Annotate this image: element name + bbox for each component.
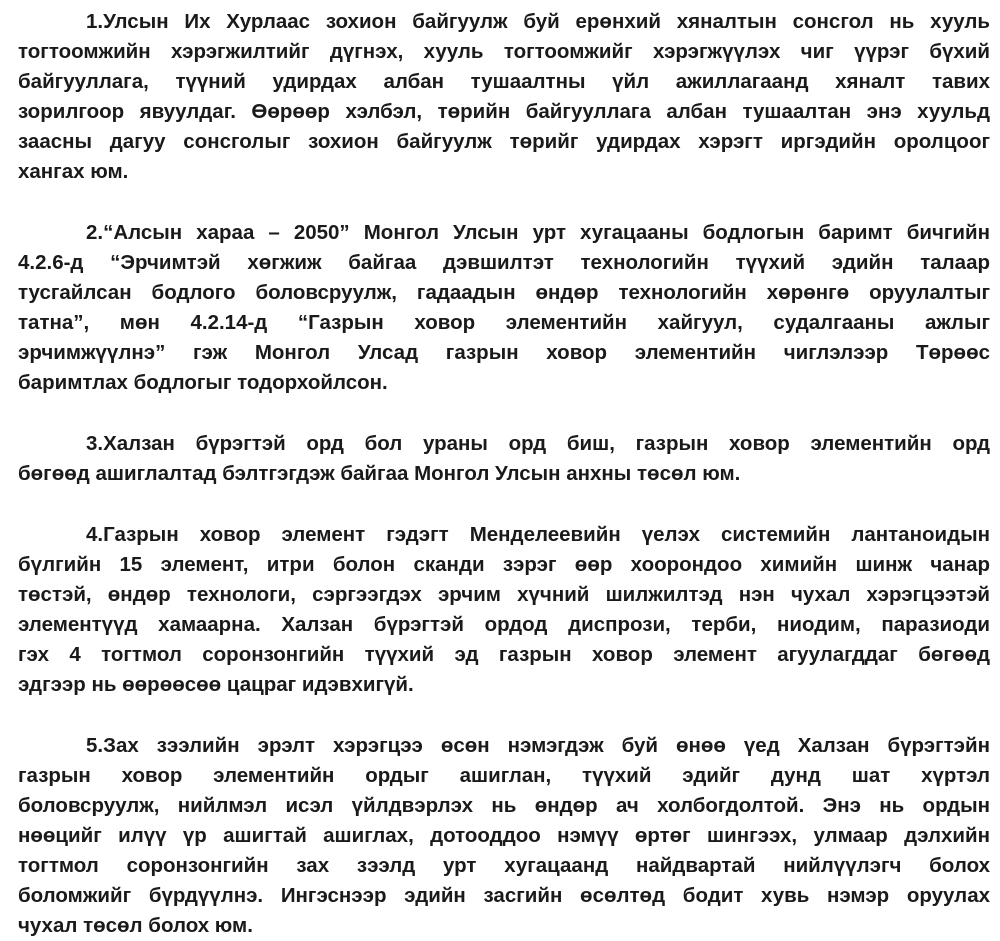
paragraph-4 (18, 520, 990, 700)
text-line: элементүүд хамаарна. Халзан бүрэгтэй ордод диспрози, терби, ниодим, паразиоди (18, 613, 990, 636)
paragraph-3 (18, 429, 990, 489)
text-line: боловсруулж, нийлмэл исэл үйлдвэрлэх нь өндөр ач холбогдолтой. Энэ нь ордын (18, 794, 990, 817)
text-line: бөгөөд ашиглалтад бэлтгэгдэж байгаа Монгол Улсын анхны төсөл юм. (18, 462, 741, 485)
text-line: заасны дагуу сонсголыг зохион байгуулж төрийг удирдах хэрэгт иргэдийн оролцоог (18, 130, 990, 153)
text-line: 1.Улсын Их Хурлаас зохион байгуулж буй ерөнхий хяналтын сонсгол нь хууль (86, 10, 990, 33)
text-line: 5.Зах зээлийн эрэлт хэрэгцээ өсөн нэмэгдэж буй өнөө үед Халзан бүрэгтэйн (86, 734, 990, 757)
text-line: газрын ховор элементийн ордыг ашиглан, түүхий эдийг дунд шат хүртэл (18, 764, 990, 787)
text-line: гэх 4 тогтмол соронзонгийн түүхий эд газрын ховор элемент агуулагддаг бөгөөд (18, 643, 990, 666)
text-line: 3.Халзан бүрэгтэй орд бол ураны орд биш, газрын ховор элементийн орд (86, 432, 990, 455)
text-line: эрчимжүүлнэ” гэж Монгол Улсад газрын ховор элементийн чиглэлээр Төрөөс (18, 341, 990, 364)
text-line: эдгээр нь өөрөөсөө цацраг идэвхигүй. (18, 673, 414, 696)
text-line: баримтлах бодлогыг тодорхойлсон. (18, 371, 388, 394)
paragraph-5 (18, 731, 990, 941)
text-line: төстэй, өндөр технологи, сэргээгдэх эрчим хүчний шилжилтэд нэн чухал хэрэгцээтэй (18, 583, 990, 606)
text-line: нөөцийг илүү үр ашигтай ашиглах, дотооддоо нэмүү өртөг шингээх, улмаар дэлхийн (18, 824, 990, 847)
text-line: 4.2.6-д “Эрчимтэй хөгжиж байгаа дэвшилтэт технологийн түүхий эдийн талаар (18, 251, 990, 274)
paragraph-1 (18, 7, 990, 187)
text-line: 2.“Алсын хараа – 2050” Монгол Улсын урт хугацааны бодлогын баримт бичгийн (86, 221, 990, 244)
text-line: хангах юм. (18, 160, 129, 183)
text-line: бүлгийн 15 элемент, итри болон сканди зэрэг өөр хоорондоо химийн шинж чанар (18, 553, 990, 576)
paragraph-2 (18, 218, 990, 398)
text-line: 4.Газрын ховор элемент гэдэгт Менделеевийн үелэх системийн лантаноидын (86, 523, 990, 546)
text-line: татна”, мөн 4.2.14-д “Газрын ховор элементийн хайгуул, судалгааны ажлыг (18, 311, 990, 334)
text-line: тогтоомжийн хэрэгжилтийг дүгнэх, хууль тогтоомжийг хэрэгжүүлэх чиг үүрэг бүхий (18, 40, 990, 63)
text-line: боломжийг бүрдүүлнэ. Ингэснээр эдийн засгийн өсөлтөд бодит хувь нэмэр оруулах (18, 884, 990, 907)
text-line: тогтмол соронзонгийн зах зээлд урт хугацаанд найдвартай нийлүүлэгч болох (18, 854, 990, 877)
text-line: зорилгоор явуулдаг. Өөрөөр хэлбэл, төрийн байгууллага албан тушаалтан энэ хуульд (18, 100, 990, 123)
text-line: байгууллага, түүний удирдах албан тушаалтны үйл ажиллагаанд хяналт тавих (18, 70, 990, 93)
text-line: чухал төсөл болох юм. (18, 914, 253, 937)
text-line: тусгайлсан бодлого боловсруулж, гадаадын өндөр технологийн хөрөнгө оруулалтыг (18, 281, 990, 304)
